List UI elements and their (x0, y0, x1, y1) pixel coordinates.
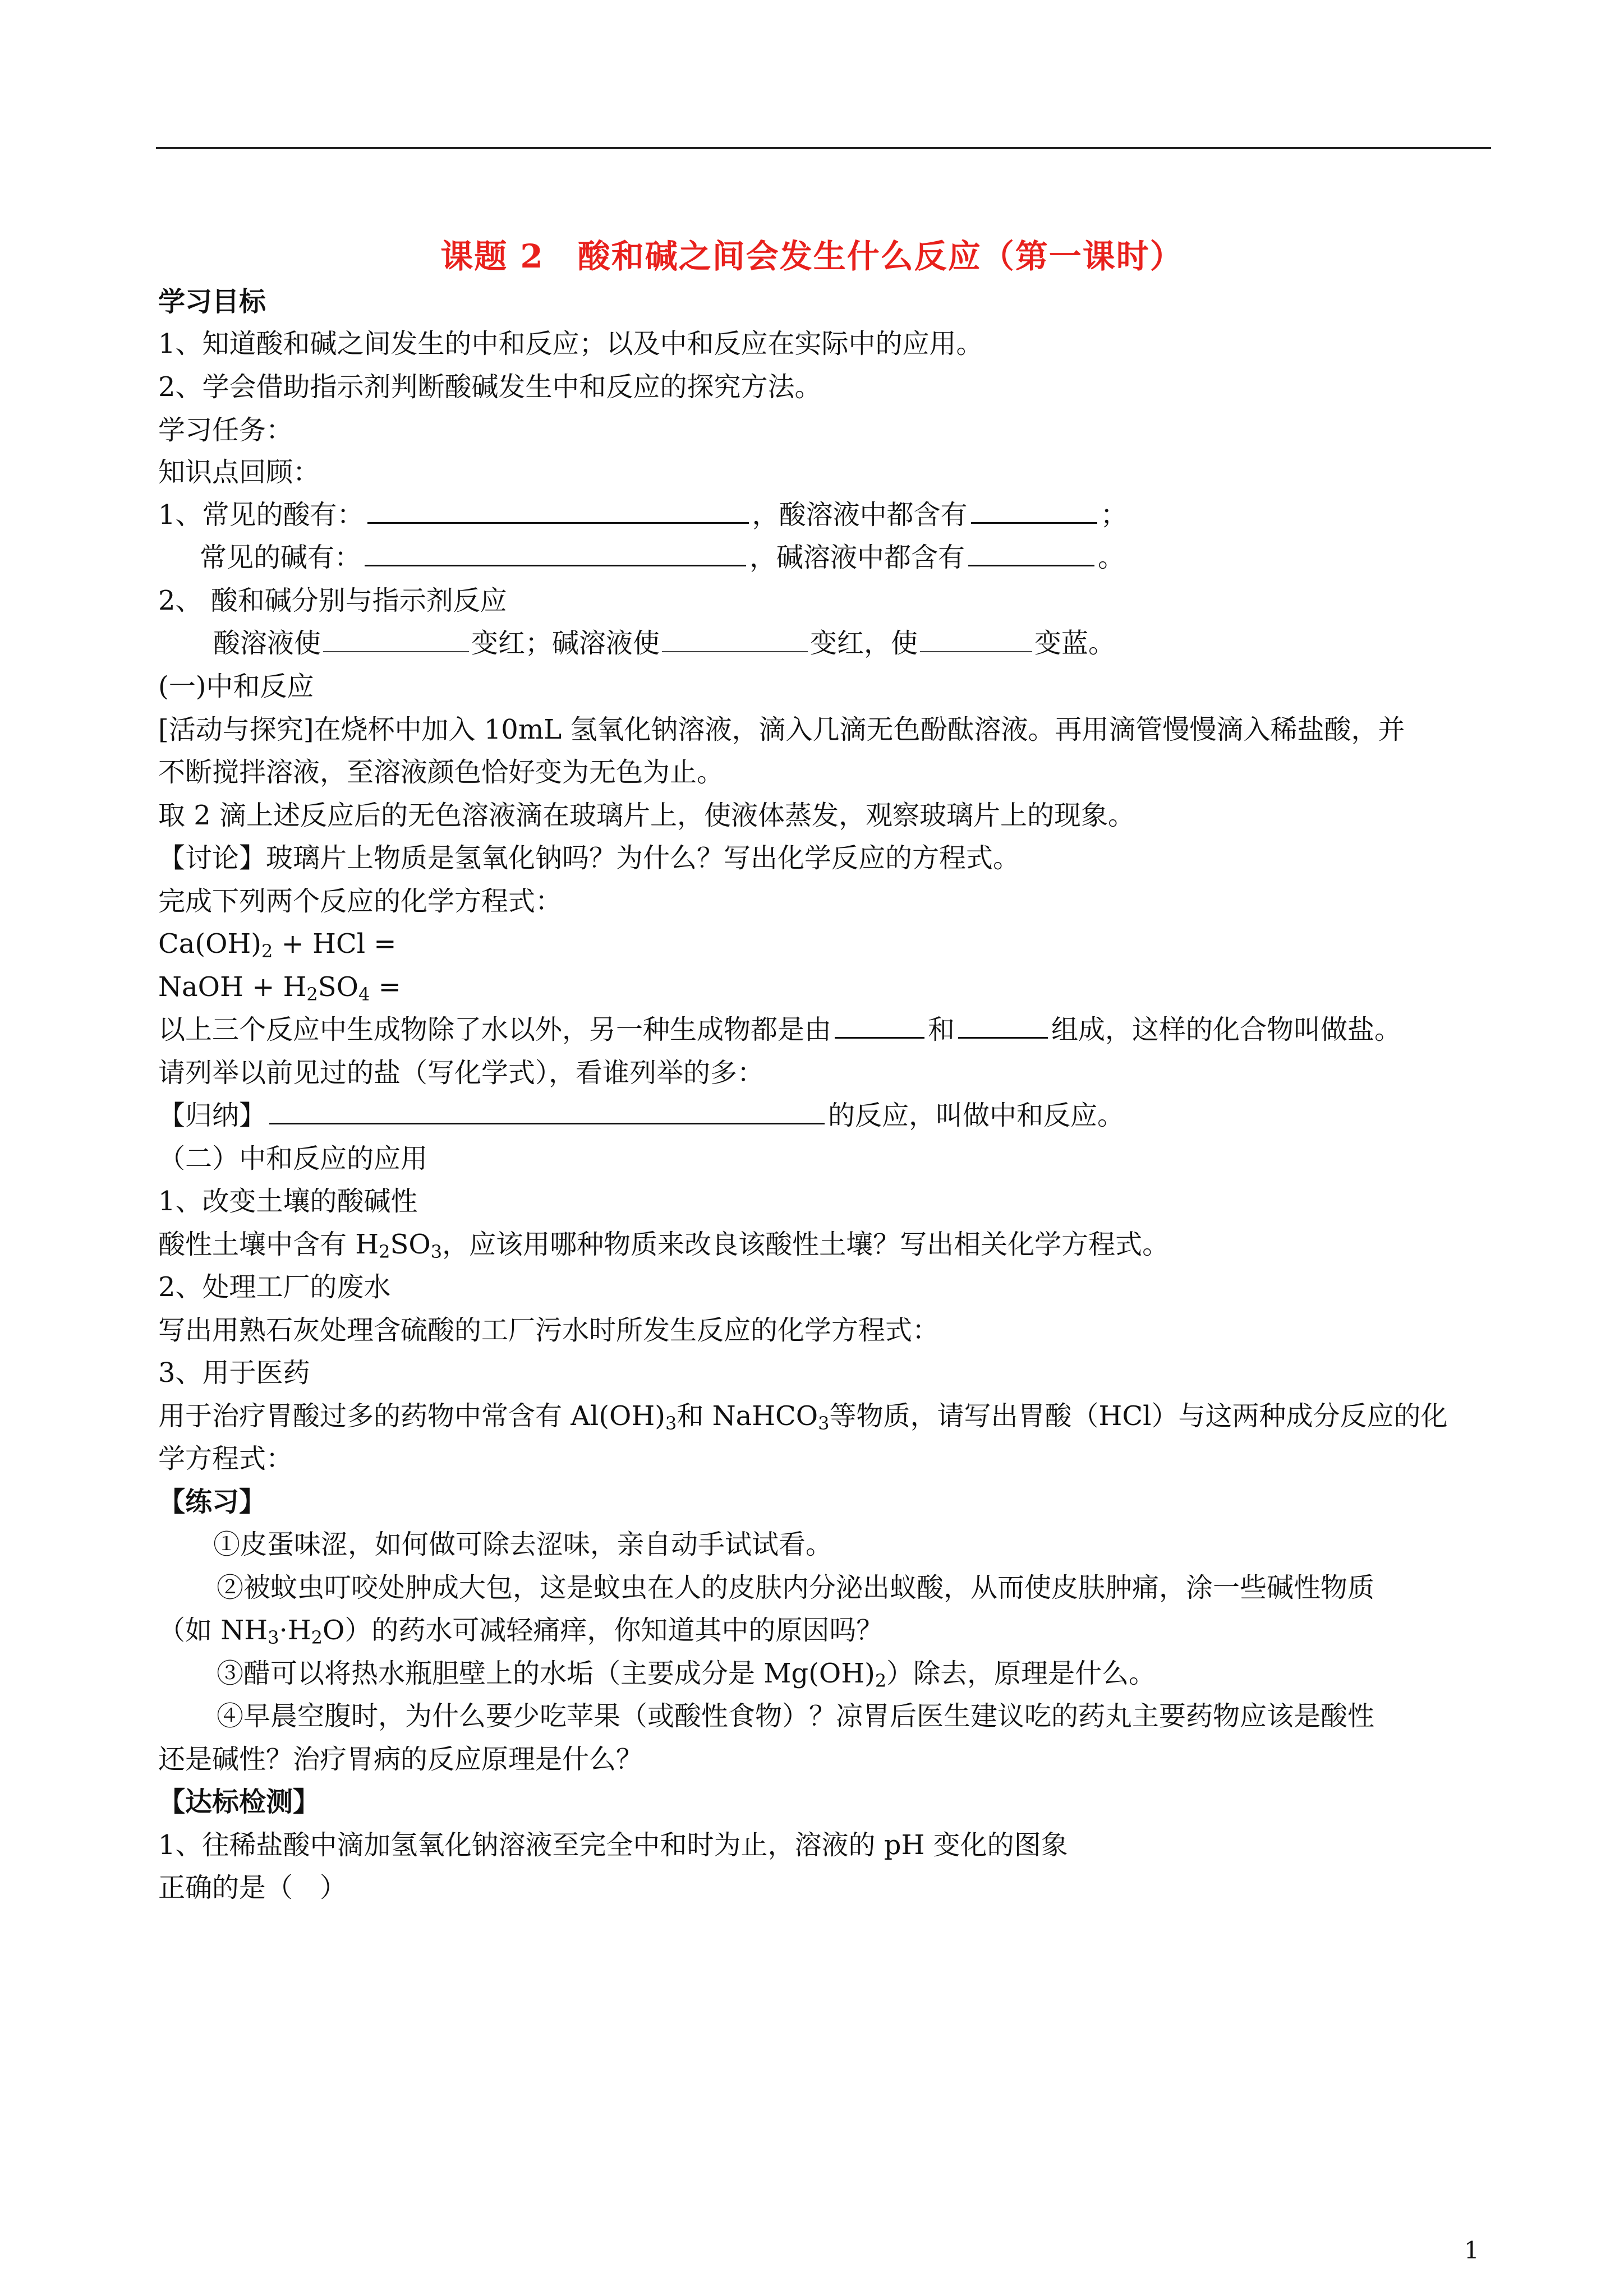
goal-1: 1、知道酸和碱之间发生的中和反应；以及中和反应在实际中的应用。 (158, 328, 983, 359)
indicator-blank-1[interactable] (323, 629, 469, 652)
check-heading: 【达标检测】 (158, 1786, 320, 1818)
indicator-line: 酸溶液使 变红；碱溶液使 变红，使 变蓝。 (213, 628, 1116, 659)
activity-line-1: [活动与探究]在烧杯中加入 10mL 氢氧化钠溶液，滴入几滴无色酚酞溶液。再用滴管慢慢滴入稀盐酸，并 (158, 714, 1405, 745)
acids-label: 1、常见的酸有： (158, 499, 364, 531)
complete-equations: 完成下列两个反应的化学方程式： (158, 886, 563, 917)
header-rule (156, 147, 1491, 149)
practice-4: ④早晨空腹时，为什么要少吃苹果（或酸性食物）？凉胃后医生建议吃的药丸主要药物应该是酸性 (217, 1700, 1375, 1732)
summary: 【归纳】 的反应，叫做中和反应。 (158, 1100, 1125, 1131)
section-2-heading: （二）中和反应的应用 (158, 1143, 428, 1174)
equation-1: $Ca(OH)_2$ + HCl = (158, 928, 397, 962)
activity-line-2: 不断搅拌溶液，至溶液颜色恰好变为无色为止。 (158, 757, 724, 788)
common-bases-line: 常见的碱有： ，碱溶液中都含有 。 (200, 542, 1125, 573)
acids-contain: ，酸溶液中都含有 (752, 499, 968, 531)
practice-4-cont: 还是碱性？治疗胃病的反应原理是什么？ (158, 1744, 643, 1775)
section-1-heading: (一)中和反应 (158, 671, 314, 702)
indicator-blank-2[interactable] (662, 629, 808, 652)
application-2: 2、处理工厂的废水 (158, 1271, 391, 1303)
activity-line-3: 取 2 滴上述反应后的无色溶液滴在玻璃片上，使液体蒸发，观察玻璃片上的现象。 (158, 800, 1135, 831)
review-label: 知识点回顾： (158, 457, 320, 488)
question-1-answer: 正确的是（ ） (158, 1872, 347, 1903)
acid-ion-blank[interactable] (971, 500, 1097, 524)
base-ion-blank[interactable] (968, 542, 1094, 566)
question-1: 1、往稀盐酸中滴加氢氧化钠溶液至完全中和时为止，溶液的 pH 变化的图象 (158, 1829, 1068, 1861)
indicator-blank-3[interactable] (920, 629, 1032, 652)
salt-definition: 以上三个反应中生成物除了水以外，另一种生成物都是由 和 组成，这样的化合物叫做盐。 (158, 1014, 1402, 1045)
summary-blank[interactable] (269, 1100, 825, 1124)
task-label: 学习任务： (158, 414, 293, 446)
common-acids-line: 1、常见的酸有： ，酸溶液中都含有 ； (158, 499, 1128, 531)
practice-3: ③醋可以将热水瓶胆壁上的水垢（主要成分是 $Mg(OH)_2$）除去，原理是什么。 (217, 1658, 1156, 1691)
bases-blank[interactable] (365, 542, 746, 566)
equation-2: NaOH + $H_2SO_4$ = (158, 971, 401, 1005)
application-3: 3、用于医药 (158, 1357, 310, 1389)
salt-blank-1[interactable] (835, 1015, 924, 1039)
discussion: 【讨论】玻璃片上物质是氢氧化钠吗？为什么？写出化学反应的方程式。 (158, 842, 1020, 874)
list-salts: 请列举以前见过的盐（写化学式），看谁列举的多： (158, 1057, 765, 1089)
practice-2-cont: （如 $NH_3\cdot H_2O$）的药水可减轻痛痒，你知道其中的原因吗？ (158, 1615, 884, 1648)
goals-heading: 学习目标 (158, 286, 266, 317)
bases-contain: ，碱溶液中都含有 (749, 542, 965, 573)
application-1: 1、改变土壤的酸碱性 (158, 1186, 418, 1217)
practice-2: ②被蚊虫叮咬处肿成大包，这是蚊虫在人的皮肤内分泌出蚁酸，从而使皮肤肿痛，涂一些碱性物质 (217, 1572, 1375, 1603)
medicine-question: 用于治疗胃酸过多的药物中常含有 $Al(OH)_3$和 NaHCO$_3$等物质，请写出胃酸（HCl）与这两种成分反应的化 (158, 1400, 1448, 1434)
salt-blank-2[interactable] (958, 1015, 1048, 1039)
medicine-question-cont: 学方程式： (158, 1443, 293, 1474)
soil-question: 酸性土壤中含有 $H_2SO_3$，应该用哪种物质来改良该酸性土壤？写出相关化学方程式。 (158, 1229, 1170, 1262)
acids-blank[interactable] (367, 500, 749, 524)
practice-1: ①皮蛋味涩，如何做可除去涩味，亲自动手试试看。 (213, 1529, 833, 1560)
bases-label: 常见的碱有： (200, 542, 362, 573)
page-number: 1 (1464, 2237, 1479, 2264)
practice-heading: 【练习】 (158, 1486, 266, 1518)
wastewater-question: 写出用熟石灰处理含硫酸的工厂污水时所发生反应的化学方程式： (158, 1315, 940, 1346)
goal-2: 2、学会借助指示剂判断酸碱发生中和反应的探究方法。 (158, 371, 822, 403)
indicator-title: 2、 酸和碱分别与指示剂反应 (158, 585, 507, 616)
page-title: 课题 2 酸和碱之间会发生什么反应（第一课时） (440, 237, 1184, 275)
